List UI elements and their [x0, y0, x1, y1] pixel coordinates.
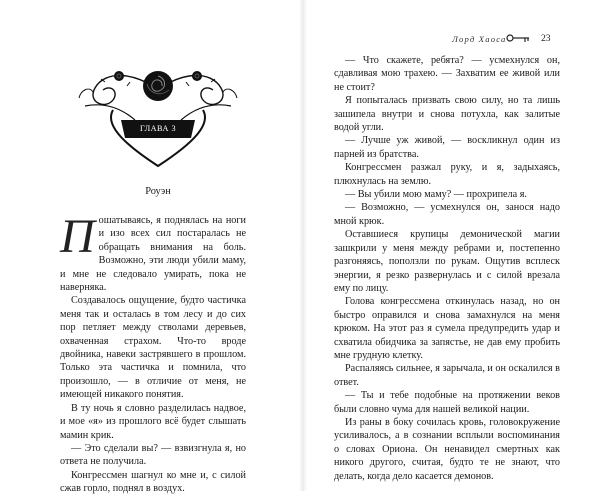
paragraph: — Это сделали вы? — взвизгнула я, но ответа не получила.: [60, 442, 246, 468]
right-page-text: [334, 54, 560, 483]
running-head: Лорд Хаоса: [452, 34, 507, 44]
paragraph: — Лучше уж живой, — воскликнул один из парней из братства.: [334, 135, 560, 160]
paragraph: Из раны в боку сочилась кровь, головокружение усиливалось, а в сознании всплыли воспоминания о словах Ориона. Он ненавидел смертных как никого другого, считая, будто те не знают, что делать, когда дело касается демонов.: [334, 416, 560, 482]
paragraph: Конгрессмен шагнул ко мне и, с силой сжав горло, поднял в воздух.: [60, 469, 246, 495]
key-icon: [506, 33, 530, 43]
paragraph: — Возможно, — усмехнулся он, занося надо мной крюк.: [334, 202, 560, 227]
paragraph: — Вы убили мою маму? — прохрипела я.: [345, 189, 527, 201]
chapter-label: ГЛАВА 3: [139, 124, 177, 133]
book-spine: [299, 0, 307, 491]
paragraph: — Ты и тебе подобные на протяжении веков были словно чума для нашей великой нации.: [334, 390, 560, 415]
paragraph: Оставшиеся крупицы демонической магии зашкрили у меня между ребрами и, постепенно разгоняясь, поползли по рукам. Ощутив всплеск энергии, я резко развернулась и с силой врезала ему по лицу.: [334, 229, 560, 294]
left-page: [0, 0, 300, 495]
page-number: 23: [541, 33, 551, 44]
paragraph: — Что скажете, ребята? — усмехнулся он, сдавливая мою трахею. — Захватим ее живой или не стоит?: [334, 55, 560, 93]
drop-cap: П: [60, 210, 95, 263]
paragraph: Я попыталась призвать свою силу, но та лишь зашипела внутри и снова потухла, как залитые водой угли.: [334, 95, 560, 134]
paragraph: В ту ночь я словно разделилась надвое, и мое «я» из прошлого всё будет слышать мамин крик.: [60, 402, 246, 441]
paragraph: Пошатываясь, я поднялась на ноги и изо всех сил постаралась не обращать внимания на боль. Возможно, эти люди убили маму, и мне не следовало умирать, пока не наверняка.: [60, 210, 246, 294]
paragraph: Конгрессмен разжал руку, и я, задыхаясь, плюхнулась на землю.: [334, 162, 560, 187]
paragraph: Создавалось ощущение, будто частичка меня так и осталась в том лесу и до сих пор петляет между стволами деревьев, охваченная страхом. Что-то вроде двойника, навеки застрявшего в прошлом. Только эта частичка и помнила, что произошло, — в отличие от меня, не имеющей никакого понятия.: [60, 295, 246, 401]
paragraph: Распаляясь сильнее, я зарычала, и он оскалился в ответ.: [334, 363, 560, 388]
chapter-heart-ornament: [75, 62, 241, 172]
paragraph: Голова конгрессмена откинулась назад, но он быстро оправился и снова замахнулся на меня крюком. На этот раз я сумела предупредить удар и схватила обидчика за запястье, не дав ему пробить мне грудную клетку.: [334, 296, 560, 361]
chapter-title: Роуэн: [145, 186, 171, 197]
left-page-text: [60, 210, 246, 496]
